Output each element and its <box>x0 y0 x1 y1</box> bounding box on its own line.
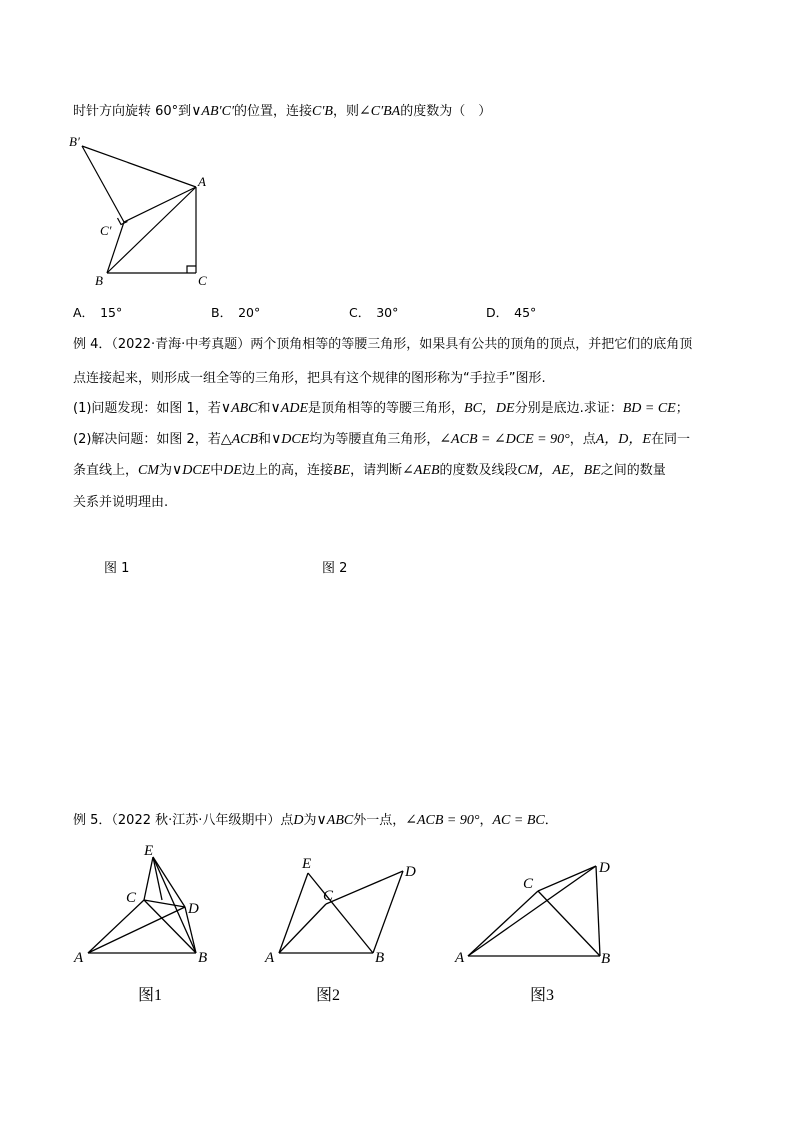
label-c-prime: C′ <box>100 223 112 238</box>
svg-text:B: B <box>198 950 208 966</box>
svg-text:A: A <box>74 950 84 966</box>
option-b[interactable]: B． 20° <box>211 305 261 320</box>
ex5-fig1-caption: 图1 <box>138 987 163 1004</box>
ex5-figure-3 <box>452 852 622 970</box>
option-a[interactable]: A． 15° <box>73 305 123 320</box>
svg-text:C: C <box>126 890 137 906</box>
svg-text:B: B <box>601 951 611 967</box>
ex4-part1: (1)问题发现：如图 1，若∨ABC和∨ADE是顶角相等的等腰三角形，BC，DE分别是底边.求证：BD = CE； <box>73 401 689 416</box>
q3-figure <box>62 128 222 293</box>
svg-text:E: E <box>144 843 154 859</box>
ex4-line2: 点连接起来，则形成一组全等的三角形，把具有这个规律的图形称为“手拉手”图形. <box>73 371 546 386</box>
label-b: B <box>95 273 103 288</box>
ex5-fig3-caption: 图3 <box>530 987 555 1004</box>
ex4-fig2-caption: 图 2 <box>322 561 348 576</box>
svg-text:A: A <box>455 950 465 966</box>
ex5-stem: 例 5．（2022 秋·江苏·八年级期中）点D为∨ABC外一点，∠ACB = 90°，AC = BC． <box>73 813 558 828</box>
label-a: A <box>198 174 206 189</box>
ex4-part2-cont: 条直线上，CM为∨DCE中DE边上的高，连接BE，请判断∠AEB的度数及线段CM，AE，BE之间的数量 <box>73 463 666 478</box>
option-c[interactable]: C． 30° <box>349 305 399 320</box>
ex4-part2: (2)解决问题：如图 2，若△ACB和∨DCE均为等腰直角三角形，∠ACB = ∠DCE = 90°，点A，D，E在同一 <box>73 432 690 447</box>
svg-text:D: D <box>188 901 199 917</box>
ex4-line1: 例 4．（2022·青海·中考真题）两个顶角相等的等腰三角形，如果具有公共的顶角的顶点，并把它们的底角顶 <box>73 337 693 352</box>
ex5-figure-1 <box>68 835 218 970</box>
ex4-line5: 关系并说明理由. <box>73 495 169 510</box>
svg-text:D: D <box>599 860 610 876</box>
svg-text:C: C <box>523 876 534 892</box>
ex5-fig2-caption: 图2 <box>316 987 341 1004</box>
label-b-prime: B′ <box>69 134 80 149</box>
svg-text:B: B <box>375 950 385 966</box>
svg-text:E: E <box>302 856 312 872</box>
option-d[interactable]: D． 45° <box>486 305 537 320</box>
svg-text:A: A <box>265 950 275 966</box>
svg-text:D: D <box>405 864 416 880</box>
ex4-fig1-caption: 图 1 <box>104 561 130 576</box>
label-c: C <box>198 273 207 288</box>
ex5-figure-2 <box>262 850 427 970</box>
svg-text:C: C <box>323 888 334 904</box>
q3-stem: 时针方向旋转 60°到∨AB′C′的位置，连接C′B，则∠C′BA的度数为（ ） <box>73 104 492 119</box>
